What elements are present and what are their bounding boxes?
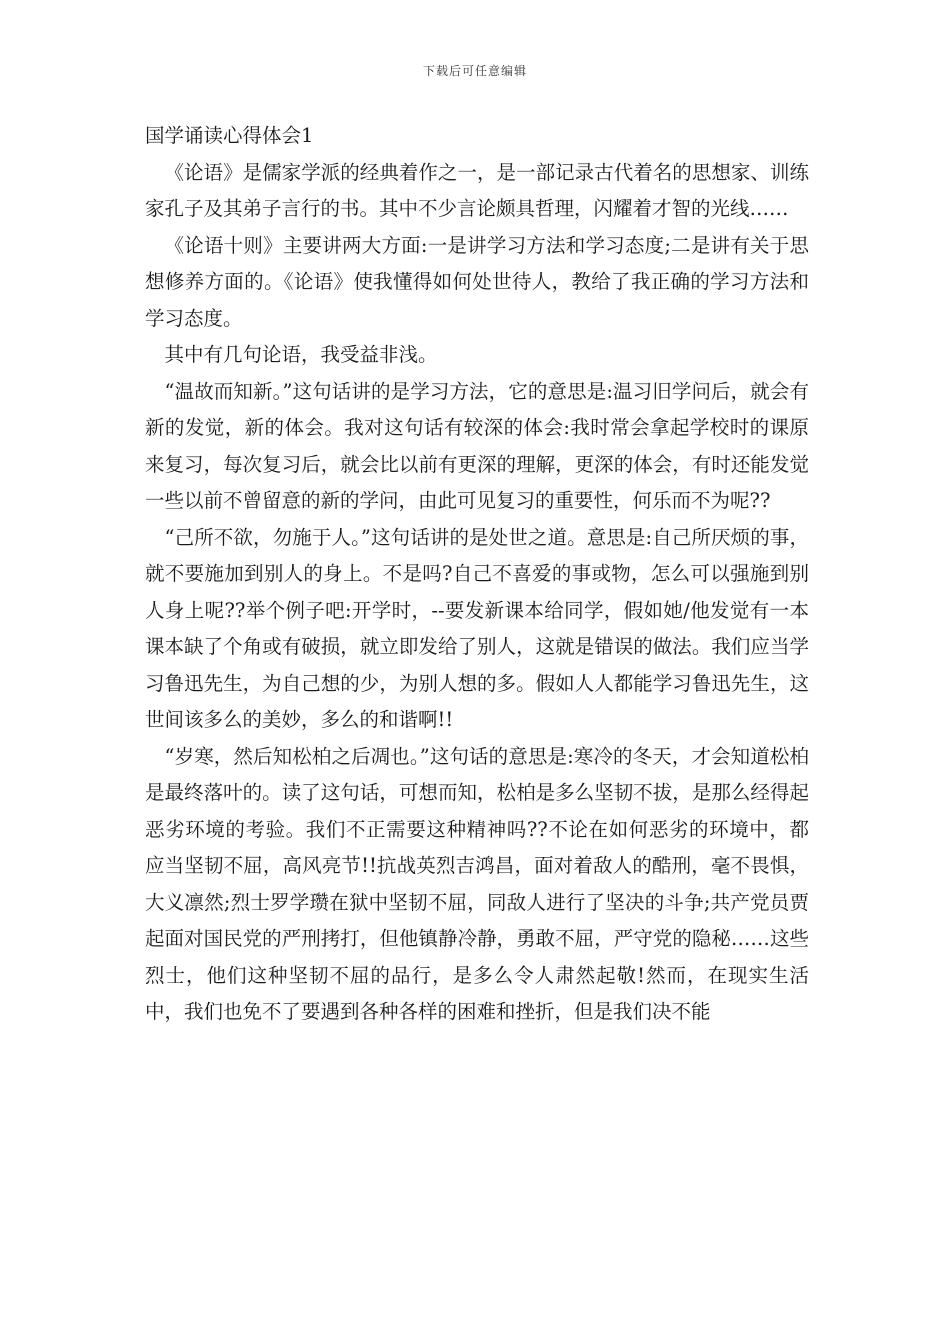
document-body xyxy=(145,118,809,1031)
page-header: 下载后可任意编辑 xyxy=(422,64,527,78)
paragraph-1: 《论语》是儒家学派的经典着作之一，是一部记录古代着名的思想家、训练家孔子及其弟子言行的书。其中不少言论颇具哲理，闪耀着才智的光线…… xyxy=(145,160,809,220)
paragraph-5: “己所不欲，勿施于人。”这句话讲的是处世之道。意思是:自己所厌烦的事，就不要施加到别人的身上。不是吗?自己不喜爱的事或物，怎么可以强施到别人身上呢??举个例子吧:开学时，--要发新课本给同学，假如她/他发觉有一本课本缺了个角或有破损，就立即发给了别人，这就是错误的做法。我们应当学习鲁迅先生，为自己想的少，为别人想的多。假如人人都能学习鲁迅先生，这世间该多么的美妙，多么的和谐啊!! xyxy=(145,525,809,731)
paragraph-4: “温故而知新。”这句话讲的是学习方法，它的意思是:温习旧学问后，就会有新的发觉，新的体会。我对这句话有较深的体会:我时常会拿起学校时的课原来复习，每次复习后，就会比以前有更深的理解，更深的体会，有时还能发觉一些以前不曾留意的新的学问，由此可见复习的重要性，何乐而不为呢?? xyxy=(145,379,809,512)
document-title: 国学诵读心得体会1 xyxy=(145,124,314,147)
paragraph-6: “岁寒，然后知松柏之后凋也。”这句话的意思是:寒冷的冬天，才会知道松柏是最终落叶的。读了这句话，可想而知，松柏是多么坚韧不拔，是那么经得起恶劣环境的考验。我们不正需要这种精神吗??不论在如何恶劣的环境中，都应当坚韧不屈，高风亮节!!抗战英烈吉鸿昌，面对着敌人的酷刑，毫不畏惧，大义凛然;烈士罗学瓒在狱中坚韧不屈，同敌人进行了坚决的斗争;共产党员贾起面对国民党的严刑拷打，但他镇静冷静，勇敢不屈，严守党的隐秘……这些烈士，他们这种坚韧不屈的品行，是多么令人肃然起敬!然而，在现实生活中，我们也免不了要遇到各种各样的困难和挫折，但是我们决不能 xyxy=(145,744,809,1023)
paragraph-2: 《论语十则》主要讲两大方面:一是讲学习方法和学习态度;二是讲有关于思想修养方面的。《论语》使我懂得如何处世待人，教给了我正确的学习方法和学习态度。 xyxy=(145,233,809,330)
paragraph-3: 其中有几句论语，我受益非浅。 xyxy=(164,343,438,366)
